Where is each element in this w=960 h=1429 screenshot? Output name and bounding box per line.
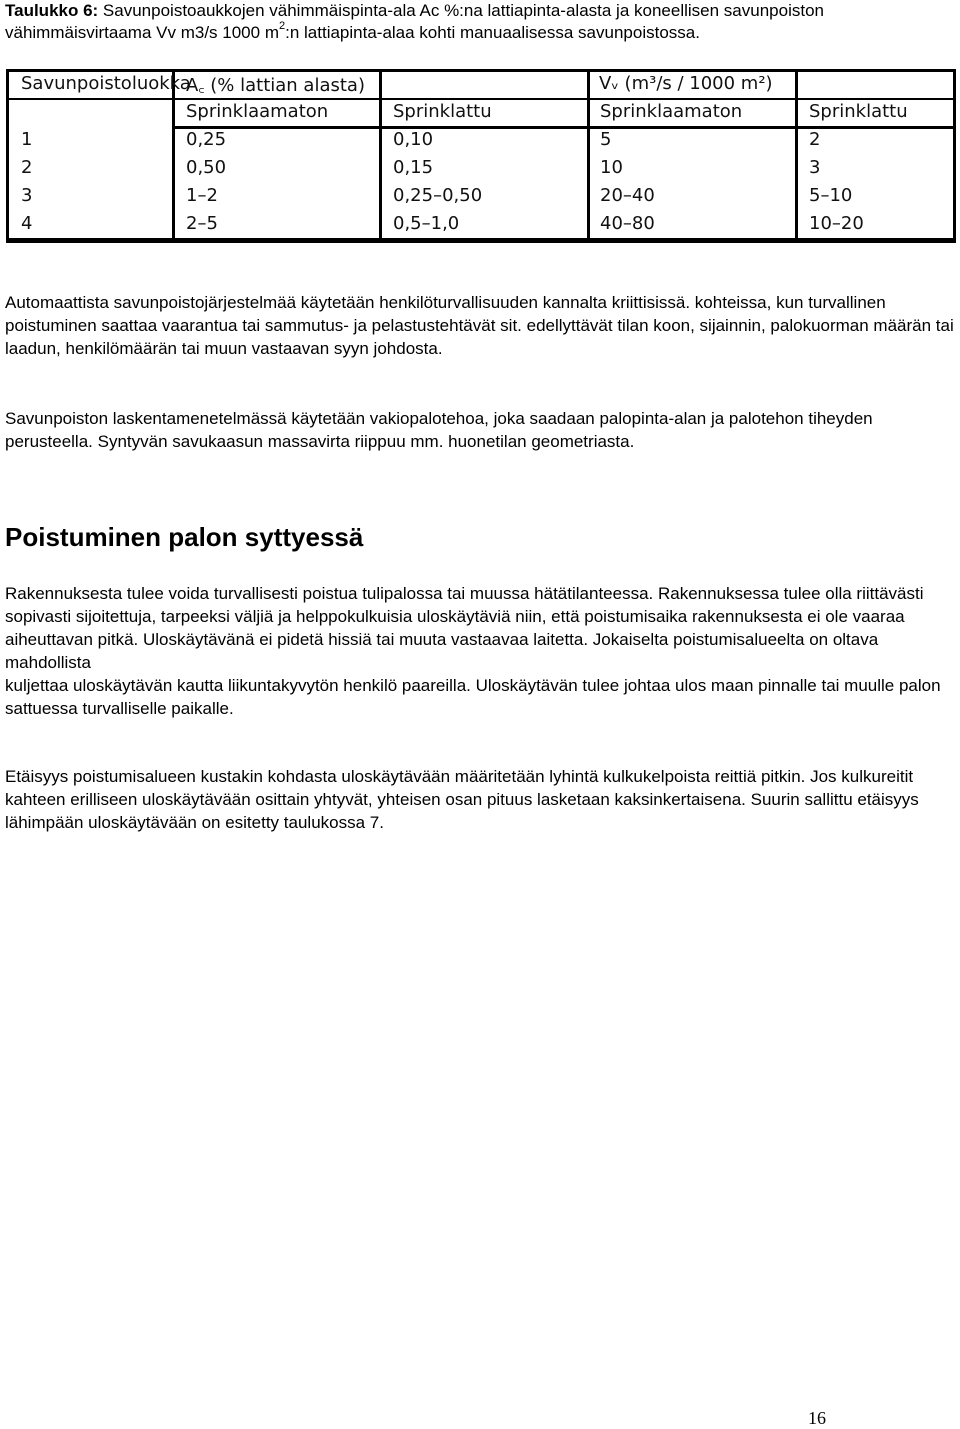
subheader: Sprinklattu [393,101,492,122]
table-cell: 3 [21,185,33,206]
caption-superscript: 2 [278,20,286,33]
table-cell: 10–20 [809,213,864,234]
paragraph-exit-requirements [5,582,955,720]
table-cell: 4 [21,213,33,234]
table-cell: 1 [21,129,33,150]
table-cell: 20–40 [600,185,655,206]
paragraph-text: Rakennuksesta tulee voida turvallisesti poistua tulipalossa tai muussa hätätilanteessa. Rakennuksessa tulee olla riittävästi sopivasti sijoitettuja, tarpeeksi väljiä ja helppokulkuisia uloskäytäviä niin, että poistumisaika rakennuksesta ei ole vaaraa aiheuttavan pitkä. Uloskäytävänä ei pidetä hissiä tai muuta vastaavaa laitetta. Jokaiselta poistumisalueelta on oltava mahdollista [5,584,924,672]
subheader: Sprinklaamaton [186,101,329,122]
header-class: Savunpoistoluokka [21,73,191,94]
table-subheader-row [172,98,953,129]
table-row [9,185,953,213]
paragraph-text: Automaattista savunpoistojärjestelmää käytetään henkilöturvallisuuden kannalta kriittisissä. kohteissa, kun turvallinen poistuminen saattaa vaarantua tai sammutus- ja pelastustehtävät sit. edellyttävät tilan koon, sijainnin, palokuorman määrän tai laadun, henkilömäärän tai muun vastaavan syyn johdosta. [5,293,954,358]
table-cell: 0,25–0,50 [393,185,483,206]
paragraph-text: kuljettaa uloskäytävän kautta liikuntakyvytön henkilö paareilla. Uloskäytävän tulee johtaa ulos maan pinnalle tai muulle palon sattuessa turvalliselle paikalle. [5,676,941,718]
table-cell: 5–10 [809,185,853,206]
table-cell: 40–80 [600,213,655,234]
table-cell: 0,50 [186,157,227,178]
paragraph-automatic-smoke-extraction [5,291,955,360]
table-header-row [9,72,953,100]
subheader: Sprinklaamaton [600,101,743,122]
caption-text-end: :n lattiapinta-alaa kohti manuaalisessa savunpoistossa. [285,23,700,42]
caption-text: Savunpoistoaukkojen vähimmäispinta-ala Ac %:na lattiapinta-alasta ja koneellisen savunpoiston vähimmäisvirtaama Vv m3/s 1000 m [5,1,824,42]
table-cell: 0,10 [393,129,434,150]
table-cell: 3 [809,157,821,178]
table-row [9,129,953,157]
table-row [9,157,953,185]
header-vv: Vᵥ (m³/s / 1000 m²) [599,73,773,94]
paragraph-text: Savunpoiston laskentamenetelmässä käytetään vakiopalotehoa, joka saadaan palopinta-alan ja palotehon tiheyden perusteella. Syntyvän savukaasun massavirta riippuu mm. huonetilan geometriasta. [5,409,873,451]
table-cell: 2 [21,157,33,178]
smoke-vent-table [6,69,956,243]
table-cell: 2 [809,129,821,150]
table-cell: 1–2 [186,185,218,206]
page-number: 16 [808,1408,826,1428]
paragraph-calculation-method [5,407,955,453]
table-cell: 0,5–1,0 [393,213,460,234]
table-cell: 2–5 [186,213,218,234]
header-ac: A꜀ (% lattian alasta) [186,75,365,96]
table-cell: 10 [600,157,623,178]
section-heading: Poistuminen palon syttyessä [5,522,364,552]
paragraph-exit-distance [5,765,955,834]
paragraph-text: Etäisyys poistumisalueen kustakin kohdasta uloskäytävään määritetään lyhintä kulkukelpoista reittiä pitkin. Jos kulkureitit kahteen erilliseen uloskäytävään osittain yhtyvät, yhteisen osan pituus lasketaan kaksinkertaisena. Suurin sallittu etäisyys lähimpään uloskäytävään on esitetty taulukossa 7. [5,767,919,832]
table-row [9,213,953,241]
table-cell: 0,25 [186,129,227,150]
table-cell: 0,15 [393,157,434,178]
subheader: Sprinklattu [809,101,908,122]
table-caption [5,0,955,44]
table-cell: 5 [600,129,612,150]
caption-label: Taulukko 6: [5,1,99,20]
